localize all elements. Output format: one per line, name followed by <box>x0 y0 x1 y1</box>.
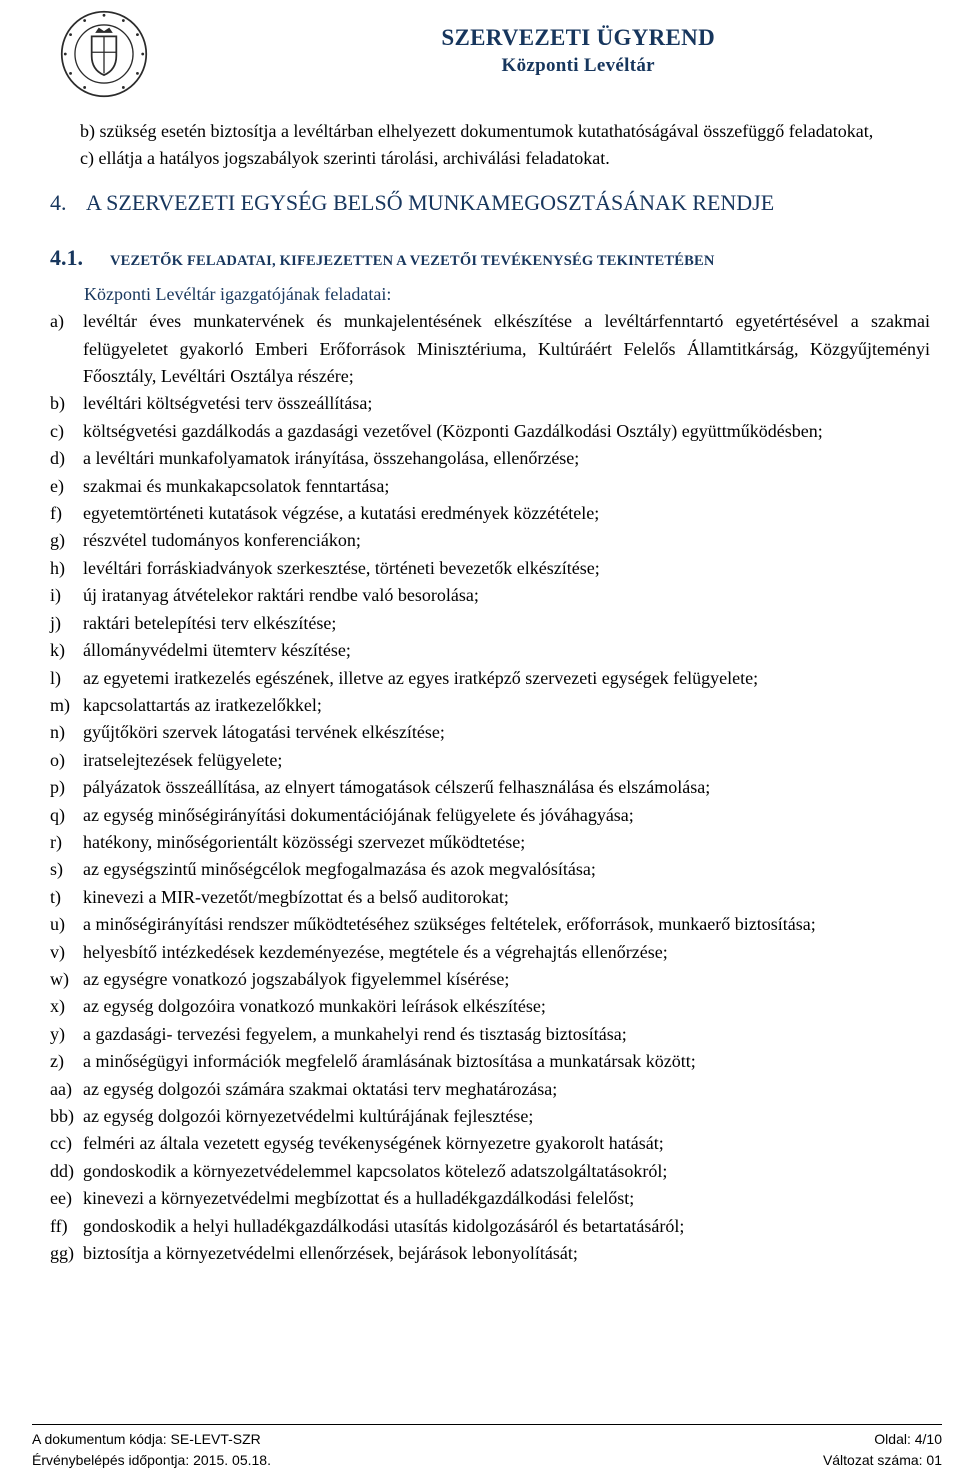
unit-name: Központi Levéltár <box>501 55 655 76</box>
task-text: az egységszintű minőségcélok megfogalmazása és azok megvalósítása; <box>83 859 596 880</box>
task-list-item <box>50 582 930 609</box>
task-list-item <box>50 966 930 993</box>
task-text: levéltár éves munkatervének és munkajelentésének elkészítése a levéltárfenntartó egyetértésével a szakmai felügyeletet gyakorló Emberi Erőforrások Minisztériuma, Kultúráért Felelős Államtitkárság, Közgyűjteményi Főosztály, Levéltári Osztálya részére; <box>83 311 930 387</box>
task-marker: i) <box>50 585 61 606</box>
task-list-item <box>50 856 930 883</box>
task-list-item <box>50 418 930 445</box>
task-text: részvétel tudományos konferenciákon; <box>83 530 361 551</box>
task-list-item <box>50 1240 930 1267</box>
task-list-item <box>50 884 930 911</box>
task-list-item <box>50 308 930 390</box>
section-number: 4. <box>50 189 67 215</box>
task-text: az egyetemi iratkezelés egészének, illetve az egyes iratképző szervezeti egységek felügyelete; <box>83 667 759 688</box>
document-title-block <box>441 24 715 80</box>
task-list-item <box>50 1076 930 1103</box>
task-marker: f) <box>50 503 62 524</box>
effective-date: Érvénybelépés időpontja: 2015. 05.18. <box>32 1452 271 1468</box>
subsection-number: 4.1. <box>50 244 83 270</box>
subsection-title: VEZETŐK FELADATAI, KIFEJEZETTEN A VEZETŐI TEVÉKENYSÉG TEKINTETÉBEN <box>110 252 715 269</box>
task-marker: o) <box>50 749 65 770</box>
task-text: új iratanyag átvételekor raktári rendbe való besorolása; <box>83 585 479 606</box>
task-marker: j) <box>50 612 61 633</box>
task-marker: d) <box>50 448 65 469</box>
task-text: biztosítja a környezetvédelmi ellenőrzések, bejárások lebonyolítását; <box>83 1243 578 1264</box>
document-title: SZERVEZETI ÜGYREND <box>441 25 715 50</box>
task-text: gondoskodik a környezetvédelemmel kapcsolatos kötelező adatszolgáltatásokról; <box>83 1160 668 1181</box>
task-text: a minőségügyi információk megfelelő áramlásának biztosítása a munkatársak között; <box>83 1051 696 1072</box>
task-marker: v) <box>50 941 65 962</box>
task-text: a gazdasági- tervezési fegyelem, a munkahelyi rend és tisztaság biztosítása; <box>83 1023 627 1044</box>
intro-item: b) szükség esetén biztosítja a levéltárban elhelyezett dokumentumok kutathatóságával összefüggő feladatokat, <box>80 121 874 141</box>
task-text: iratselejtezések felügyelete; <box>83 749 283 770</box>
task-marker: m) <box>50 694 70 715</box>
section-heading-4-1 <box>50 243 930 276</box>
task-text: költségvetési gazdálkodás a gazdasági vezetővel (Központi Gazdálkodási Osztály) együttműködésben; <box>83 420 823 441</box>
task-marker: l) <box>50 667 61 688</box>
task-text: raktári betelepítési terv elkészítése; <box>83 612 337 633</box>
task-text: gondoskodik a helyi hulladékgazdálkodási utasítás kidolgozásáról és betartatásáról; <box>83 1215 685 1236</box>
task-list-item <box>50 1048 930 1075</box>
document-code: A dokumentum kódja: SE-LEVT-SZR <box>32 1431 261 1447</box>
page-header <box>0 10 960 100</box>
task-marker: x) <box>50 996 65 1017</box>
task-marker: g) <box>50 530 65 551</box>
task-list-item <box>50 473 930 500</box>
task-text: az egység dolgozóira vonatkozó munkaköri leírások elkészítése; <box>83 996 546 1017</box>
task-list-item <box>50 829 930 856</box>
task-marker: t) <box>50 886 61 907</box>
task-text: az egység dolgozói környezetvédelmi kultúrájának fejlesztése; <box>83 1106 534 1126</box>
task-list <box>50 308 930 1267</box>
task-list-item <box>50 911 930 938</box>
task-list-item <box>50 1130 930 1157</box>
task-list-item <box>50 665 930 692</box>
task-text: az egység dolgozói számára szakmai oktatási terv meghatározása; <box>83 1078 558 1099</box>
task-text: állományvédelmi ütemterv készítése; <box>83 640 351 661</box>
task-list-lead: Központi Levéltár igazgatójának feladatai: <box>84 283 392 304</box>
task-list-item <box>50 637 930 664</box>
task-text: levéltári forráskiadványok szerkesztése, történeti bevezetők elkészítése; <box>83 557 600 578</box>
task-list-item <box>50 747 930 774</box>
task-marker: e) <box>50 475 64 496</box>
task-marker: z) <box>50 1051 64 1072</box>
section-heading-4 <box>50 183 930 223</box>
task-marker: u) <box>50 914 65 935</box>
task-list-item <box>50 692 930 719</box>
task-list-item <box>50 445 930 472</box>
task-list-item <box>50 774 930 801</box>
page-footer <box>32 1424 942 1471</box>
university-seal-icon <box>60 10 148 98</box>
task-marker: c) <box>50 420 64 441</box>
task-marker: ff) <box>50 1215 68 1236</box>
task-marker: b) <box>50 393 65 414</box>
task-list-item <box>50 802 930 829</box>
task-marker: aa) <box>50 1078 72 1099</box>
task-text: az egység minőségirányítási dokumentációjának felügyelete és jóváhagyása; <box>83 804 634 825</box>
task-list-item <box>50 500 930 527</box>
task-list-item <box>50 610 930 637</box>
task-marker: q) <box>50 804 65 825</box>
task-text: pályázatok összeállítása, az elnyert támogatások célszerű felhasználása és elszámolása; <box>83 777 711 798</box>
task-text: az egységre vonatkozó jogszabályok figyelemmel kísérése; <box>83 968 510 989</box>
task-list-item <box>50 1185 930 1212</box>
version-number: Változat száma: 01 <box>822 1452 942 1468</box>
task-marker: r) <box>50 831 62 852</box>
task-list-item <box>50 390 930 417</box>
task-text: egyetemtörténeti kutatások végzése, a kutatási eredmények közzététele; <box>83 503 600 524</box>
task-list-item <box>50 527 930 554</box>
task-list-item <box>50 719 930 746</box>
task-text: szakmai és munkakapcsolatok fenntartása; <box>83 475 390 496</box>
task-list-item <box>50 939 930 966</box>
task-text: hatékony, minőségorientált közösségi szervezet működtetése; <box>83 831 526 852</box>
task-marker: k) <box>50 640 65 661</box>
page-body <box>50 118 930 1267</box>
task-marker: w) <box>50 968 69 989</box>
task-marker: s) <box>50 859 63 880</box>
page-number: Oldal: 4/10 <box>874 1431 942 1447</box>
task-text: levéltári költségvetési terv összeállítása; <box>83 393 373 414</box>
task-list-item <box>50 1158 930 1185</box>
task-text: a minőségirányítási rendszer működtetéséhez szükséges feltételek, erőforrások, munkaerő biztosítása; <box>83 914 816 935</box>
task-marker: a) <box>50 311 64 332</box>
intro-item: c) ellátja a hatályos jogszabályok szerinti tárolási, archiválási feladatokat. <box>80 148 610 169</box>
task-text: kinevezi a MIR-vezetőt/megbízottat és a belső auditorokat; <box>83 886 509 907</box>
task-marker: dd) <box>50 1160 74 1181</box>
task-marker: ee) <box>50 1188 72 1209</box>
section-title: A SZERVEZETI EGYSÉG BELSŐ MUNKAMEGOSZTÁSÁNAK RENDJE <box>86 189 775 215</box>
task-marker: cc) <box>50 1133 72 1154</box>
task-list-item <box>50 1213 930 1240</box>
task-list-item <box>50 1103 930 1130</box>
task-text: helyesbítő intézkedések kezdeményezése, megtétele és a végrehajtás ellenőrzése; <box>83 941 668 962</box>
task-list-item <box>50 555 930 582</box>
task-text: felméri az általa vezetett egység tevékenységének környezetre gyakorolt hatását; <box>83 1133 664 1154</box>
task-text: kapcsolattartás az iratkezelőkkel; <box>83 694 322 715</box>
task-list-item <box>50 1021 930 1048</box>
task-marker: gg) <box>50 1243 74 1264</box>
task-marker: p) <box>50 777 65 798</box>
task-list-item <box>50 993 930 1020</box>
task-marker: y) <box>50 1023 65 1044</box>
task-marker: bb) <box>50 1106 74 1126</box>
task-marker: n) <box>50 722 65 743</box>
task-text: kinevezi a környezetvédelmi megbízottat és a hulladékgazdálkodási felelőst; <box>83 1188 635 1209</box>
task-text: gyűjtőköri szervek látogatási tervének elkészítése; <box>83 722 445 743</box>
task-text: a levéltári munkafolyamatok irányítása, összehangolása, ellenőrzése; <box>83 448 580 469</box>
task-marker: h) <box>50 557 65 578</box>
